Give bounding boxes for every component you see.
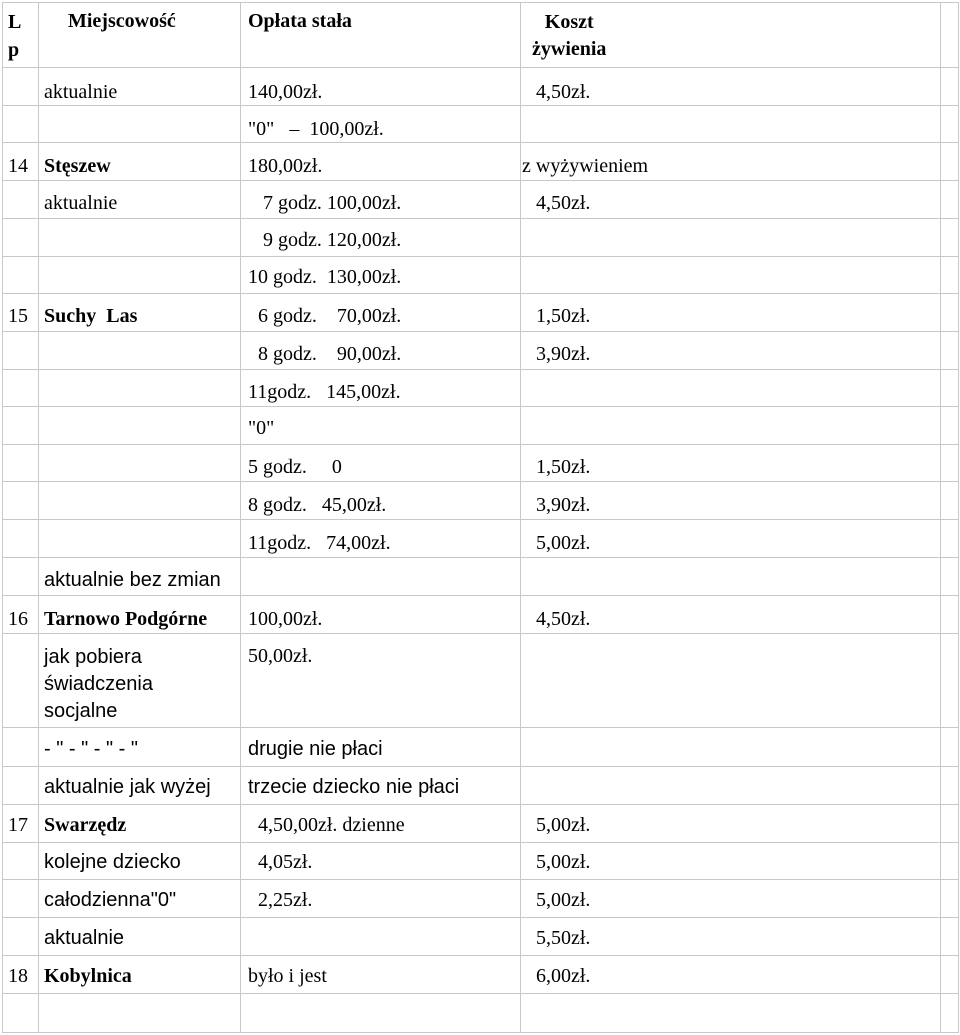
row-fee: 10 godz. 130,00zł.: [248, 266, 402, 288]
row-food-cost: 3,90zł.: [536, 343, 591, 365]
row-food-cost: 5,00zł.: [536, 814, 591, 836]
row-place: aktualnie jak wyżej: [44, 776, 211, 798]
header-lp: L p: [8, 11, 22, 61]
row-food-cost: 5,00zł.: [536, 851, 591, 873]
grid-horizontal-line: [2, 218, 958, 219]
row-fee: 4,05zł.: [248, 851, 313, 873]
row-fee: 4,50,00zł. dzienne: [248, 814, 405, 836]
grid-horizontal-line: [2, 180, 958, 181]
row-fee: "0" – 100,00zł.: [248, 118, 384, 140]
grid-horizontal-line: [2, 369, 958, 370]
grid-horizontal-line: [2, 727, 958, 728]
row-fee: 9 godz. 120,00zł.: [248, 229, 402, 251]
grid-horizontal-line: [2, 519, 958, 520]
row-fee: drugie nie płaci: [248, 738, 383, 760]
grid-horizontal-line: [2, 444, 958, 445]
grid-horizontal-line: [2, 557, 958, 558]
grid-horizontal-line: [2, 293, 958, 294]
row-number: 15: [8, 305, 28, 327]
row-fee: 6 godz. 70,00zł.: [248, 305, 402, 327]
row-number: 14: [8, 155, 28, 177]
row-fee: 50,00zł.: [248, 645, 313, 667]
grid-horizontal-line: [2, 105, 958, 106]
row-food-cost: 4,50zł.: [536, 608, 591, 630]
grid-horizontal-line: [2, 879, 958, 880]
grid-horizontal-line: [2, 993, 958, 994]
row-fee: 7 godz. 100,00zł.: [248, 192, 402, 214]
grid-horizontal-line: [2, 67, 958, 68]
row-place: aktualnie: [44, 81, 118, 103]
row-food-cost: 4,50zł.: [536, 192, 591, 214]
row-fee: 8 godz. 45,00zł.: [248, 494, 387, 516]
row-number: 17: [8, 814, 28, 836]
grid-horizontal-line: [2, 842, 958, 843]
row-food-cost: 5,50zł.: [536, 927, 591, 949]
header-food: Koszt żywienia: [532, 11, 607, 60]
row-place: aktualnie: [44, 927, 125, 949]
row-place: Tarnowo Podgórne: [44, 608, 208, 630]
row-fee: 140,00zł.: [248, 81, 323, 103]
header-fee: Opłata stała: [248, 10, 352, 32]
row-fee: 8 godz. 90,00zł.: [248, 343, 402, 365]
row-food-cost: 5,00zł.: [536, 532, 591, 554]
grid-horizontal-line: [2, 1032, 958, 1033]
grid-horizontal-line: [2, 2, 958, 3]
grid-horizontal-line: [2, 331, 958, 332]
row-fee: 5 godz. 0: [248, 456, 342, 478]
grid-horizontal-line: [2, 804, 958, 805]
grid-horizontal-line: [2, 406, 958, 407]
row-place: całodzienna"0": [44, 889, 177, 911]
row-food-cost: z wyżywieniem: [522, 155, 649, 177]
grid-horizontal-line: [2, 633, 958, 634]
row-fee: 11godz. 145,00zł.: [248, 381, 401, 403]
row-fee: 11godz. 74,00zł.: [248, 532, 391, 554]
row-place: - " - " - " - ": [44, 738, 138, 760]
grid-horizontal-line: [2, 766, 958, 767]
grid-horizontal-line: [2, 481, 958, 482]
row-fee: 180,00zł.: [248, 155, 323, 177]
row-number: 18: [8, 965, 28, 987]
row-fee: 100,00zł.: [248, 608, 323, 630]
grid-horizontal-line: [2, 256, 958, 257]
row-fee: trzecie dziecko nie płaci: [248, 776, 460, 798]
grid-horizontal-line: [2, 955, 958, 956]
row-number: 16: [8, 608, 28, 630]
row-place: kolejne dziecko: [44, 851, 181, 873]
row-place: aktualnie bez zmian: [44, 569, 221, 591]
row-food-cost: 3,90zł.: [536, 494, 591, 516]
row-food-cost: 1,50zł.: [536, 305, 591, 327]
row-fee: "0": [248, 417, 275, 439]
header-place: Miejscowość: [68, 10, 176, 32]
row-fee: 2,25zł.: [248, 889, 313, 911]
row-place: Suchy Las: [44, 305, 138, 327]
row-place: aktualnie: [44, 192, 118, 214]
grid-horizontal-line: [2, 595, 958, 596]
grid-horizontal-line: [2, 142, 958, 143]
row-fee: było i jest: [248, 965, 327, 987]
row-place: Swarzędz: [44, 814, 127, 836]
row-place: Stęszew: [44, 155, 111, 177]
row-food-cost: 4,50zł.: [536, 81, 591, 103]
row-food-cost: 6,00zł.: [536, 965, 591, 987]
grid-horizontal-line: [2, 917, 958, 918]
row-food-cost: 1,50zł.: [536, 456, 591, 478]
row-place: Kobylnica: [44, 965, 132, 987]
row-place: jak pobiera świadczenia socjalne: [44, 646, 153, 722]
grid-vertical-line: [958, 2, 959, 1033]
row-food-cost: 5,00zł.: [536, 889, 591, 911]
